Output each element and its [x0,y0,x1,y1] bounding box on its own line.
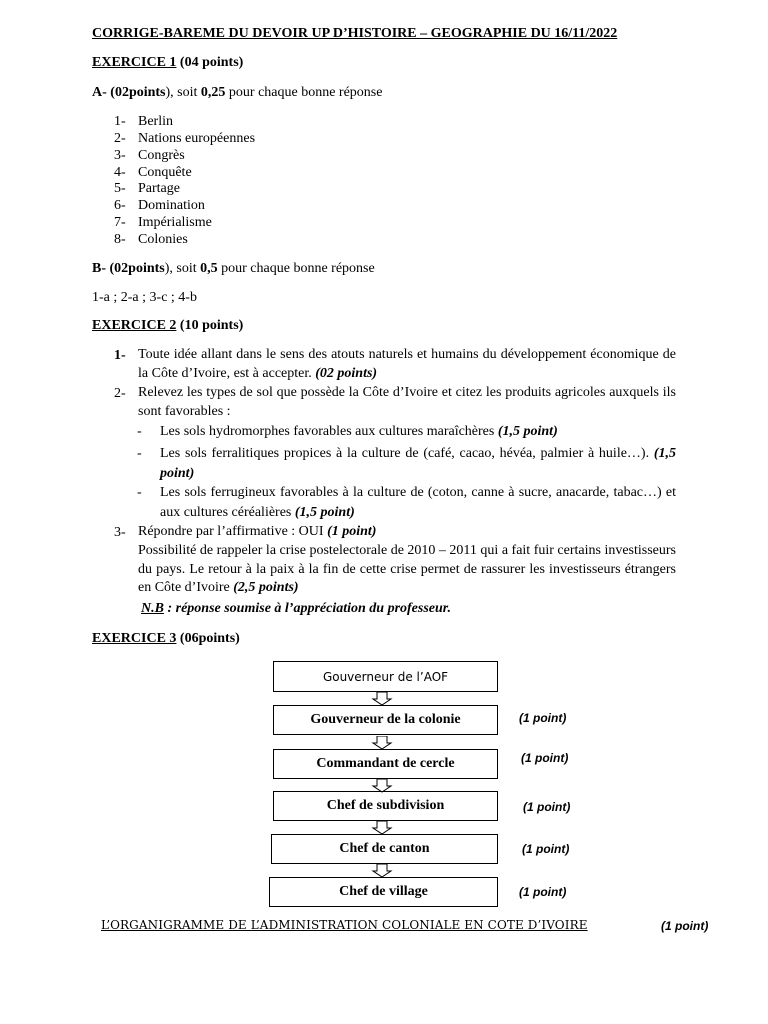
list-item [114,197,205,214]
list-item [114,231,188,248]
list-item [114,113,173,130]
bullet-dash: - [137,424,142,439]
list-text: Colonies [138,232,188,247]
question-3-detail-body: Possibilité de rappeler la crise postelectorale de 2010 – 2011 qui a fait fuir certains investisseurs du pays. Le retour à la paix à la fin de cette crise permet de rassurer les investisseurs étrangers en Côte d’Ivoire [138,543,676,595]
part-a-suffix: pour chaque bonne réponse [225,85,383,100]
down-arrow-icon [370,821,394,835]
soil-text: Les sols ferralitiques propices à la culture de (café, cacao, hévéa, palmier à huile…). [160,446,650,461]
exercise-1-points: (04 points) [179,55,244,70]
exercise-3-points: (06points) [179,631,240,646]
part-b-prefix: B- ( [92,261,115,276]
caption-points: (1 point) [661,919,709,933]
down-arrow-icon [370,864,394,878]
nb-text: : réponse soumise à l’appréciation du professeur. [163,601,451,616]
org-box-governor-colony: Gouverneur de la colonie [273,705,498,735]
list-text: Conquête [138,165,192,180]
org-points: (1 point) [519,711,567,725]
nb-note [141,600,451,617]
exercise-1-part-b [92,260,375,277]
soil-item [160,422,676,442]
org-points: (1 point) [523,800,571,814]
org-points: (1 point) [519,885,567,899]
part-a-points: 02points [114,85,166,100]
org-points: (1 point) [522,842,570,856]
list-text: Nations européennes [138,131,256,146]
exercise-2-points: (10 points) [179,318,244,333]
exercise-2-label: EXERCICE 2 [92,318,177,333]
bullet-dash: - [137,446,142,461]
list-number: 8- [114,232,126,247]
page-title: CORRIGE-BAREME DU DEVOIR UP D’HISTOIRE – GEOGRAPHIE DU 16/11/2022 [92,26,618,41]
soil-points: (1,5 point) [294,504,355,520]
list-text: Impérialisme [138,215,212,230]
part-b-suffix: pour chaque bonne réponse [217,261,375,276]
part-b-mid: ), soit [164,261,201,276]
question-1-points: (02 points) [315,365,378,381]
down-arrow-icon [370,779,394,793]
org-box-governor-aof: Gouverneur de l’AOF [273,661,498,692]
question-3-detail [138,542,676,598]
list-item [114,130,255,147]
list-number: 7- [114,215,126,230]
question-1-text [138,346,676,383]
soil-text: Les sols ferrugineux favorables à la culture de (coton, canne à sucre, anacarde, tabac…) et aux cultures céréalières [160,485,676,520]
question-1-body: Toute idée allant dans le sens des atouts naturels et humains du développement économique de la Côte d’Ivoire, est à accepter. [138,347,676,381]
question-1-number: 1- [114,348,126,363]
soil-points: (1,5 point) [160,446,676,481]
list-item [114,214,212,231]
down-arrow-icon [370,692,394,706]
org-box-chef-canton: Chef de canton [271,834,498,864]
list-number: 2- [114,131,126,146]
list-text: Domination [138,198,205,213]
part-a-value: 0,25 [200,85,226,100]
question-2-text: Relevez les types de sol que possède la Côte d’Ivoire et citez les produits agricoles auxquels ils sont favorables : [138,385,676,419]
list-item [114,164,192,181]
org-box-commandant: Commandant de cercle [273,749,498,779]
soil-text: Les sols hydromorphes favorables aux cultures maraîchères [160,424,495,439]
list-text: Partage [138,181,180,196]
part-b-value: 0,5 [200,261,218,276]
part-b-points: 02points [114,261,165,276]
org-box-chef-village: Chef de village [269,877,498,907]
soil-points: (1,5 point) [497,424,558,439]
org-chart-caption: L’ORGANIGRAMME DE L’ADMINISTRATION COLONIALE EN COTE D’IVOIRE [101,918,588,932]
part-a-prefix: A- ( [92,85,115,100]
exercise-1-label: EXERCICE 1 [92,55,177,70]
question-3-body: Répondre par l’affirmative : OUI [138,524,324,539]
part-b-answers: 1-a ; 2-a ; 3-c ; 4-b [92,290,197,305]
question-3-number: 3- [114,525,126,540]
list-number: 6- [114,198,126,213]
exercise-3-label: EXERCICE 3 [92,631,177,646]
list-number: 5- [114,181,126,196]
question-3-points: (1 point) [327,524,377,539]
exercise-1-part-a [92,84,382,101]
question-2-number: 2- [114,386,126,401]
list-text: Berlin [138,114,173,129]
bullet-dash: - [137,485,142,500]
org-points: (1 point) [521,751,569,765]
question-3-text [138,523,676,542]
down-arrow-icon [370,736,394,750]
soil-item [160,444,676,483]
list-number: 1- [114,114,126,129]
org-box-chef-subdivision: Chef de subdivision [273,791,498,821]
exercise-3-heading [92,631,240,647]
list-text: Congrès [138,148,185,163]
nb-label: N.B [141,601,164,616]
list-number: 4- [114,165,126,180]
list-number: 3- [114,148,126,163]
exercise-1-heading [92,55,243,71]
question-3-detail-points: (2,5 points) [233,580,299,595]
list-item [114,180,180,197]
exercise-2-heading [92,318,243,334]
part-a-mid: ), soit [165,85,201,100]
list-item [114,147,185,164]
soil-item [160,483,676,522]
